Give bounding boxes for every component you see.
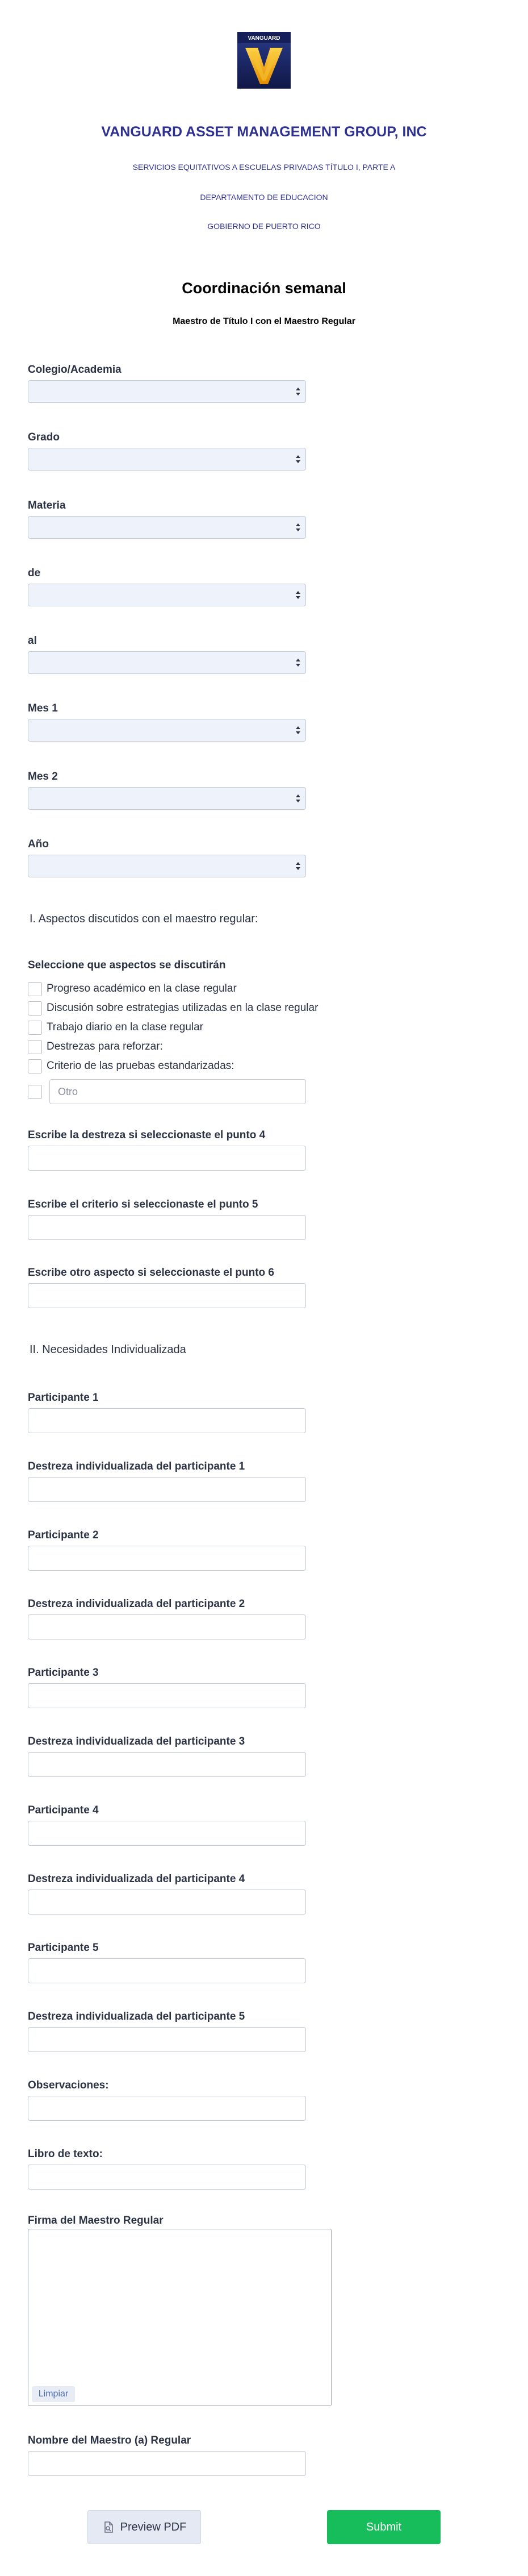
select-arrows-icon <box>295 386 301 397</box>
label-grado: Grado <box>28 431 60 443</box>
select-ano[interactable] <box>28 855 306 877</box>
label-de: de <box>28 567 41 579</box>
input-otro-aspecto-punto-6[interactable] <box>28 1283 306 1308</box>
select-de[interactable] <box>28 584 306 606</box>
label-mes-2: Mes 2 <box>28 771 58 783</box>
logo-text: VANGUARD <box>248 35 280 41</box>
label-destreza-participante-1: Destreza individualizada del participante 1 <box>28 1460 245 1472</box>
org-subtitle-line-3: GOBIERNO DE PUERTO RICO <box>207 222 321 231</box>
label-participante-2: Participante 2 <box>28 1529 99 1541</box>
label-participante-3: Participante 3 <box>28 1667 99 1679</box>
select-arrows-icon <box>295 657 301 668</box>
form-subtitle: Maestro de Título I con el Maestro Regular <box>173 317 355 326</box>
select-materia[interactable] <box>28 516 306 539</box>
preview-pdf-label: Preview PDF <box>120 2520 187 2533</box>
select-arrows-icon <box>295 860 301 872</box>
label-participante-5: Participante 5 <box>28 1942 99 1954</box>
checkbox-option-3[interactable] <box>28 1019 203 1035</box>
label-destreza-participante-5: Destreza individualizada del participante 5 <box>28 2011 245 2022</box>
label-participante-4: Participante 4 <box>28 1804 99 1816</box>
label-mes-1: Mes 1 <box>28 702 58 714</box>
checkbox[interactable] <box>28 982 42 996</box>
input-libro-de-texto[interactable] <box>28 2165 306 2190</box>
input-destreza-participante-5[interactable] <box>28 2027 306 2052</box>
input-destreza-participante-4[interactable] <box>28 1890 306 1915</box>
preview-pdf-button[interactable] <box>87 2510 201 2544</box>
select-colegio[interactable] <box>28 380 306 403</box>
checkbox[interactable] <box>28 1059 42 1073</box>
input-destreza-punto-4[interactable] <box>28 1146 306 1171</box>
checkbox[interactable] <box>28 1040 42 1054</box>
signature-pad[interactable] <box>28 2229 332 2406</box>
label-destreza-participante-2: Destreza individualizada del participante 2 <box>28 1598 245 1610</box>
label-ano: Año <box>28 838 49 850</box>
input-participante-2[interactable] <box>28 1546 306 1571</box>
label-destreza-participante-4: Destreza individualizada del participante 4 <box>28 1873 245 1885</box>
label-al: al <box>28 635 37 647</box>
label-nombre-maestro: Nombre del Maestro (a) Regular <box>28 2434 191 2446</box>
checkbox-label: Criterio de las pruebas estandarizadas: <box>47 1060 234 1072</box>
input-nombre-maestro[interactable] <box>28 2451 306 2476</box>
checkbox-option-1[interactable] <box>28 981 237 997</box>
select-arrows-icon <box>295 589 301 601</box>
input-participante-3[interactable] <box>28 1683 306 1708</box>
label-otro-aspecto-punto-6: Escribe otro aspecto si seleccionaste el punto 6 <box>28 1267 274 1279</box>
input-destreza-participante-1[interactable] <box>28 1477 306 1502</box>
checkbox-label: Trabajo diario en la clase regular <box>47 1021 204 1033</box>
label-criterio-punto-5: Escribe el criterio si seleccionaste el punto 5 <box>28 1198 258 1210</box>
checkbox[interactable] <box>28 1021 42 1035</box>
checkbox-label: Destrezas para reforzar: <box>47 1041 163 1052</box>
checkbox[interactable] <box>28 1001 42 1016</box>
vanguard-logo <box>237 32 291 89</box>
checkbox-option-5[interactable] <box>28 1058 234 1074</box>
input-participante-4[interactable] <box>28 1821 306 1846</box>
input-destreza-participante-2[interactable] <box>28 1614 306 1639</box>
label-libro-de-texto: Libro de texto: <box>28 2148 103 2160</box>
select-arrows-icon <box>295 522 301 533</box>
input-destreza-participante-3[interactable] <box>28 1752 306 1777</box>
select-arrows-icon <box>295 793 301 804</box>
checkbox-option-4[interactable] <box>28 1039 163 1055</box>
checkbox-option-other[interactable] <box>28 1084 42 1100</box>
label-materia: Materia <box>28 500 66 511</box>
checkbox-option-2[interactable] <box>28 1000 318 1016</box>
input-criterio-punto-5[interactable] <box>28 1215 306 1240</box>
org-subtitle-line-2: DEPARTAMENTO DE EDUCACION <box>200 193 328 202</box>
checkbox-label: Discusión sobre estrategias utilizadas en la clase regular <box>47 1002 319 1014</box>
section-2-heading: II. Necesidades Individualizada <box>30 1343 186 1356</box>
checkbox[interactable] <box>28 1085 42 1099</box>
select-arrows-icon <box>295 725 301 736</box>
label-participante-1: Participante 1 <box>28 1392 99 1404</box>
label-colegio: Colegio/Academia <box>28 364 121 376</box>
pdf-preview-icon <box>102 2521 115 2533</box>
section-1-heading: I. Aspectos discutidos con el maestro regular: <box>30 913 258 925</box>
org-subtitle-line-1: SERVICIOS EQUITATIVOS A ESCUELAS PRIVADAS TÍTULO I, PARTE A <box>132 163 396 172</box>
submit-button[interactable]: Submit <box>327 2510 441 2544</box>
input-participante-1[interactable] <box>28 1408 306 1433</box>
label-aspectos: Seleccione que aspectos se discutirán <box>28 959 226 971</box>
select-arrows-icon <box>295 453 301 465</box>
checkbox-label: Progreso académico en la clase regular <box>47 983 237 994</box>
select-grado[interactable] <box>28 448 306 471</box>
clear-signature-button[interactable]: Limpiar <box>32 2386 75 2402</box>
select-mes-2[interactable] <box>28 787 306 810</box>
input-participante-5[interactable] <box>28 1958 306 1983</box>
vanguard-logo-graphic <box>237 32 291 89</box>
label-destreza-punto-4: Escribe la destreza si seleccionaste el punto 4 <box>28 1129 266 1141</box>
form-title: Coordinación semanal <box>182 280 346 297</box>
org-title: VANGUARD ASSET MANAGEMENT GROUP, INC <box>101 124 427 140</box>
other-input[interactable]: Otro <box>49 1079 306 1104</box>
label-firma: Firma del Maestro Regular <box>28 2215 164 2227</box>
select-mes-1[interactable] <box>28 719 306 742</box>
input-observaciones[interactable] <box>28 2096 306 2121</box>
label-destreza-participante-3: Destreza individualizada del participante 3 <box>28 1736 245 1747</box>
select-al[interactable] <box>28 651 306 674</box>
label-observaciones: Observaciones: <box>28 2079 109 2091</box>
